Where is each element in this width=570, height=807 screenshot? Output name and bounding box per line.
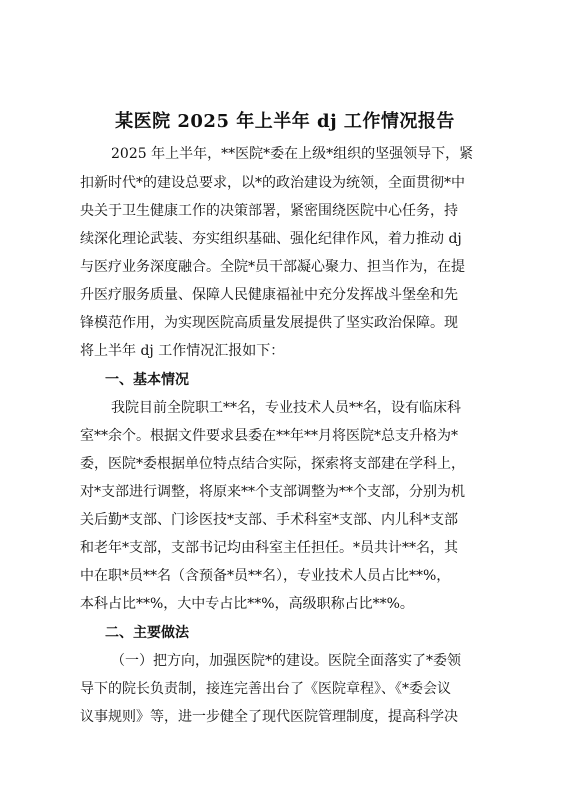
intro-line: 2025 年上半年，**医院*委在上级*组织的坚强领导下，紧: [111, 146, 474, 162]
section2-line: 导下的院长负责制，接连完善出台了《医院章程》、《*委会议: [80, 681, 451, 697]
intro-line: 与医疗业务深度融合。全院*员干部凝心聚力、担当作为，在提: [80, 259, 465, 275]
section1-line: 关后勤*支部、门诊医技*支部、手术科室*支部、内儿科*支部: [80, 512, 458, 528]
section1-line: 我院目前全院职工**名，专业技术人员**名，设有临床科: [111, 400, 461, 416]
section1-line: 中在职*员**名（含预备*员**名），专业技术人员占比**%，: [80, 568, 451, 584]
document-title: 某医院 2025 年上半年 dj 工作情况报告: [115, 111, 455, 132]
intro-line: 锋模范作用，为实现医院高质量发展提供了坚实政治保障。现: [80, 315, 458, 331]
section1-line: 本科占比**%，大中专占比**%，高级职称占比**%。: [80, 596, 414, 612]
intro-line: 将上半年 dj 工作情况汇报如下：: [80, 343, 285, 359]
intro-line: 续深化理论武装、夯实组织基础、强化纪律作风，着力推动 dj: [80, 231, 462, 247]
section1-line: 委，医院*委根据单位特点结合实际，探索将支部建在学科上，: [80, 456, 465, 472]
intro-line: 央关于卫生健康工作的决策部署，紧密围绕医院中心任务，持: [80, 203, 458, 219]
section-heading-practices: 二、主要做法: [105, 625, 189, 641]
intro-line: 扣新时代*的建设总要求，以*的政治建设为统领，全面贯彻*中: [80, 175, 465, 191]
section-heading-basic: 一、基本情况: [105, 372, 189, 388]
section2-line: （一）把方向，加强医院*的建设。医院全面落实了*委领: [111, 653, 461, 669]
section1-line: 室**余个。根据文件要求县委在**年**月将医院*总支升格为*: [80, 428, 458, 444]
section1-line: 和老年*支部，支部书记均由科室主任担任。*员共计**名，其: [80, 540, 458, 556]
section2-line: 议事规则》等，进一步健全了现代医院管理制度，提高科学决: [80, 709, 458, 725]
intro-line: 升医疗服务质量、保障人民健康福祉中充分发挥战斗堡垒和先: [80, 287, 458, 303]
section1-line: 对*支部进行调整，将原来**个支部调整为**个支部，分别为机: [80, 484, 465, 500]
